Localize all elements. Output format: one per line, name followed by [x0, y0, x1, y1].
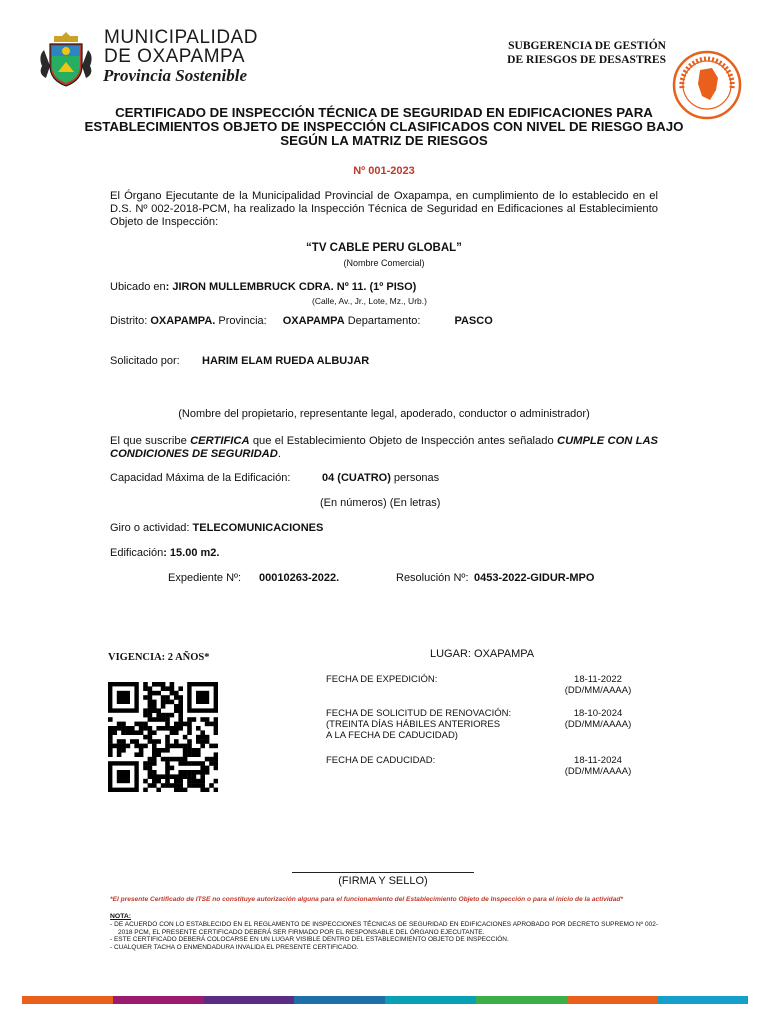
expediente-value: 00010263-2022.: [259, 572, 340, 584]
owner-note: (Nombre del propietario, representante legal, apoderado, conductor o administrador): [178, 408, 590, 420]
location-row: [110, 281, 416, 294]
subgerencia-line1: SUBGERENCIA DE GESTIÓN: [508, 40, 666, 52]
municipality-name-line1: MUNICIPALIDAD: [104, 27, 258, 48]
building-value: : 15.00 m2.: [163, 547, 220, 559]
capacity-value: 04 (CUATRO): [322, 472, 391, 484]
footer-bar-segment: [385, 996, 476, 1004]
issue-date: 18-11-2022: [574, 674, 622, 685]
expiry-date-label: FECHA DE CADUCIDAD:: [326, 755, 436, 766]
validity-label: VIGENCIA: 2 AÑOS*: [108, 652, 210, 663]
capacity-label: Capacidad Máxima de la Edificación:: [110, 472, 291, 484]
disclaimer-text: *El presente Certificado de ITSE no constituye autorización alguna para el funcionamiento del Establecimiento Objeto de Inspección o para el inicio de la actividad*: [110, 896, 623, 903]
qr-finder-pattern: [108, 682, 139, 713]
intro-paragraph: El Órgano Ejecutante de la Municipalidad Provincial de Oxapampa, en cumplimiento de lo establecido en el D.S. Nº 002-2018-PCM, ha realizado la Inspección Técnica de Seguridad en Edificaciones al Establecimiento Objeto de Inspección:: [110, 190, 658, 228]
building-row: [110, 547, 219, 560]
expiry-date-value: [548, 755, 648, 777]
department-label: Departamento:: [344, 315, 421, 327]
province-value: OXAPAMPA: [282, 315, 345, 327]
note-item: - DE ACUERDO CON LO ESTABLECIDO EN EL REGLAMENTO DE INSPECCIONES TÉCNICAS DE SEGURIDAD EN EDIFICACIONES APROBADO POR DECRETO SUPREMO Nº 002-2018 PCM, EL PRESENTE CERTIFICADO DEBERÁ SER FIRMADO POR EL RESPONSABLE DEL ÓRGANO EJECUTANTE.: [110, 921, 658, 936]
footer-bar-segment: [204, 996, 295, 1004]
location-value: : JIRON MULLEMBRUCK CDRA. Nº 11. (1º PISO): [165, 281, 417, 293]
certifies-text-end: .: [277, 448, 281, 460]
district-value: OXAPAMPA.: [150, 315, 216, 327]
footer-bar-segment: [294, 996, 385, 1004]
activity-label: Giro o actividad:: [110, 522, 193, 534]
issue-date-format: (DD/MM/AAAA): [564, 685, 632, 696]
district-row: [110, 315, 493, 328]
solicitor-label: Solicitado por:: [110, 355, 180, 367]
activity-value: TELECOMUNICACIONES: [192, 522, 324, 534]
subgerencia-name: [470, 39, 666, 67]
subgerencia-line2: DE RIESGOS DE DESASTRES: [507, 54, 666, 66]
municipality-slogan: Provincia Sostenible: [103, 66, 248, 85]
notes-list: [110, 921, 658, 951]
resolucion-label: Resolución Nº:: [396, 572, 469, 584]
location-label: Ubicado en: [110, 281, 166, 293]
trade-name: “TV CABLE PERU GLOBAL”: [306, 242, 462, 254]
capacity-row: [322, 472, 439, 484]
capacity-unit: personas: [390, 472, 440, 484]
certification-statement: [110, 435, 658, 461]
renewal-label-line1: FECHA DE SOLICITUD DE RENOVACIÓN:: [326, 708, 512, 719]
activity-row: [110, 522, 323, 535]
resolucion-value: 0453-2022-GIDUR-MPO: [474, 572, 595, 584]
municipality-name-line2: DE OXAPAMPA: [104, 46, 245, 67]
footer-bar-segment: [657, 996, 748, 1004]
certifies-keyword: CERTIFICA: [190, 435, 250, 447]
certifies-text-middle: que el Establecimiento Objeto de Inspección antes señalado: [249, 435, 557, 447]
province-label: Provincia:: [215, 315, 267, 327]
capacity-note: (En números) (En letras): [320, 497, 441, 509]
qr-code: [108, 682, 218, 792]
renewal-label-line3: A LA FECHA DE CADUCIDAD): [326, 730, 458, 741]
signature-label: (FIRMA Y SELLO): [338, 875, 428, 887]
district-label: Distrito:: [110, 315, 151, 327]
renewal-label-line2: (TREINTA DÍAS HÁBILES ANTERIORES: [326, 719, 501, 730]
note-item: - CUALQUIER TACHA O ENMENDADURA INVALIDA EL PRESENTE CERTIFICADO.: [110, 943, 359, 951]
renewal-date-format: (DD/MM/AAAA): [564, 719, 632, 730]
building-label: Edificación: [110, 547, 164, 559]
renewal-date-label: [326, 708, 511, 741]
expiry-date-format: (DD/MM/AAAA): [564, 766, 632, 777]
issue-date-label: FECHA DE EXPEDICIÓN:: [326, 674, 438, 685]
certificate-number: Nº 001-2023: [353, 165, 415, 177]
place-label: LUGAR: OXAPAMPA: [430, 648, 535, 660]
municipality-coat-of-arms-logo: [36, 26, 96, 90]
certificate-title: CERTIFICADO DE INSPECCIÓN TÉCNICA DE SEGURIDAD EN EDIFICACIONES PARA ESTABLECIMIENTOS OBJETO DE INSPECCIÓN CLASIFICADOS CON NIVEL DE RIESGO BAJO SEGÚN LA MATRIZ DE RIESGOS: [84, 105, 684, 148]
footer-bar-segment: [476, 996, 567, 1004]
trade-name-label: (Nombre Comercial): [343, 258, 425, 268]
department-value: PASCO: [454, 315, 493, 327]
signature-line: [292, 872, 474, 873]
renewal-date: 18-10-2024: [573, 708, 623, 719]
qr-finder-pattern: [187, 682, 218, 713]
qr-finder-pattern: [108, 761, 139, 792]
footer-color-bar: [22, 996, 748, 1004]
expediente-label: Expediente Nº:: [168, 572, 242, 584]
footer-bar-segment: [22, 996, 113, 1004]
location-sub-label: (Calle, Av., Jr., Lote, Mz., Urb.): [312, 296, 427, 306]
expiry-date: 18-11-2024: [574, 755, 622, 766]
renewal-date-value: [548, 708, 648, 730]
issue-date-value: [548, 674, 648, 696]
footer-bar-segment: [113, 996, 204, 1004]
certifies-text-before: El que suscribe: [110, 435, 191, 447]
footer-bar-segment: [567, 996, 658, 1004]
certifies-result: CUMPLE CON LAS CONDICIONES DE SEGURIDAD: [110, 435, 658, 460]
note-item: - ESTE CERTIFICADO DEBERÁ COLOCARSE EN UN LUGAR VISIBLE DENTRO DEL ESTABLECIMIENTO OBJETO DE INSPECCIÓN.: [110, 936, 509, 944]
solicitor-value: HARIM ELAM RUEDA ALBUJAR: [202, 355, 370, 367]
nota-label: NOTA:: [110, 913, 132, 920]
